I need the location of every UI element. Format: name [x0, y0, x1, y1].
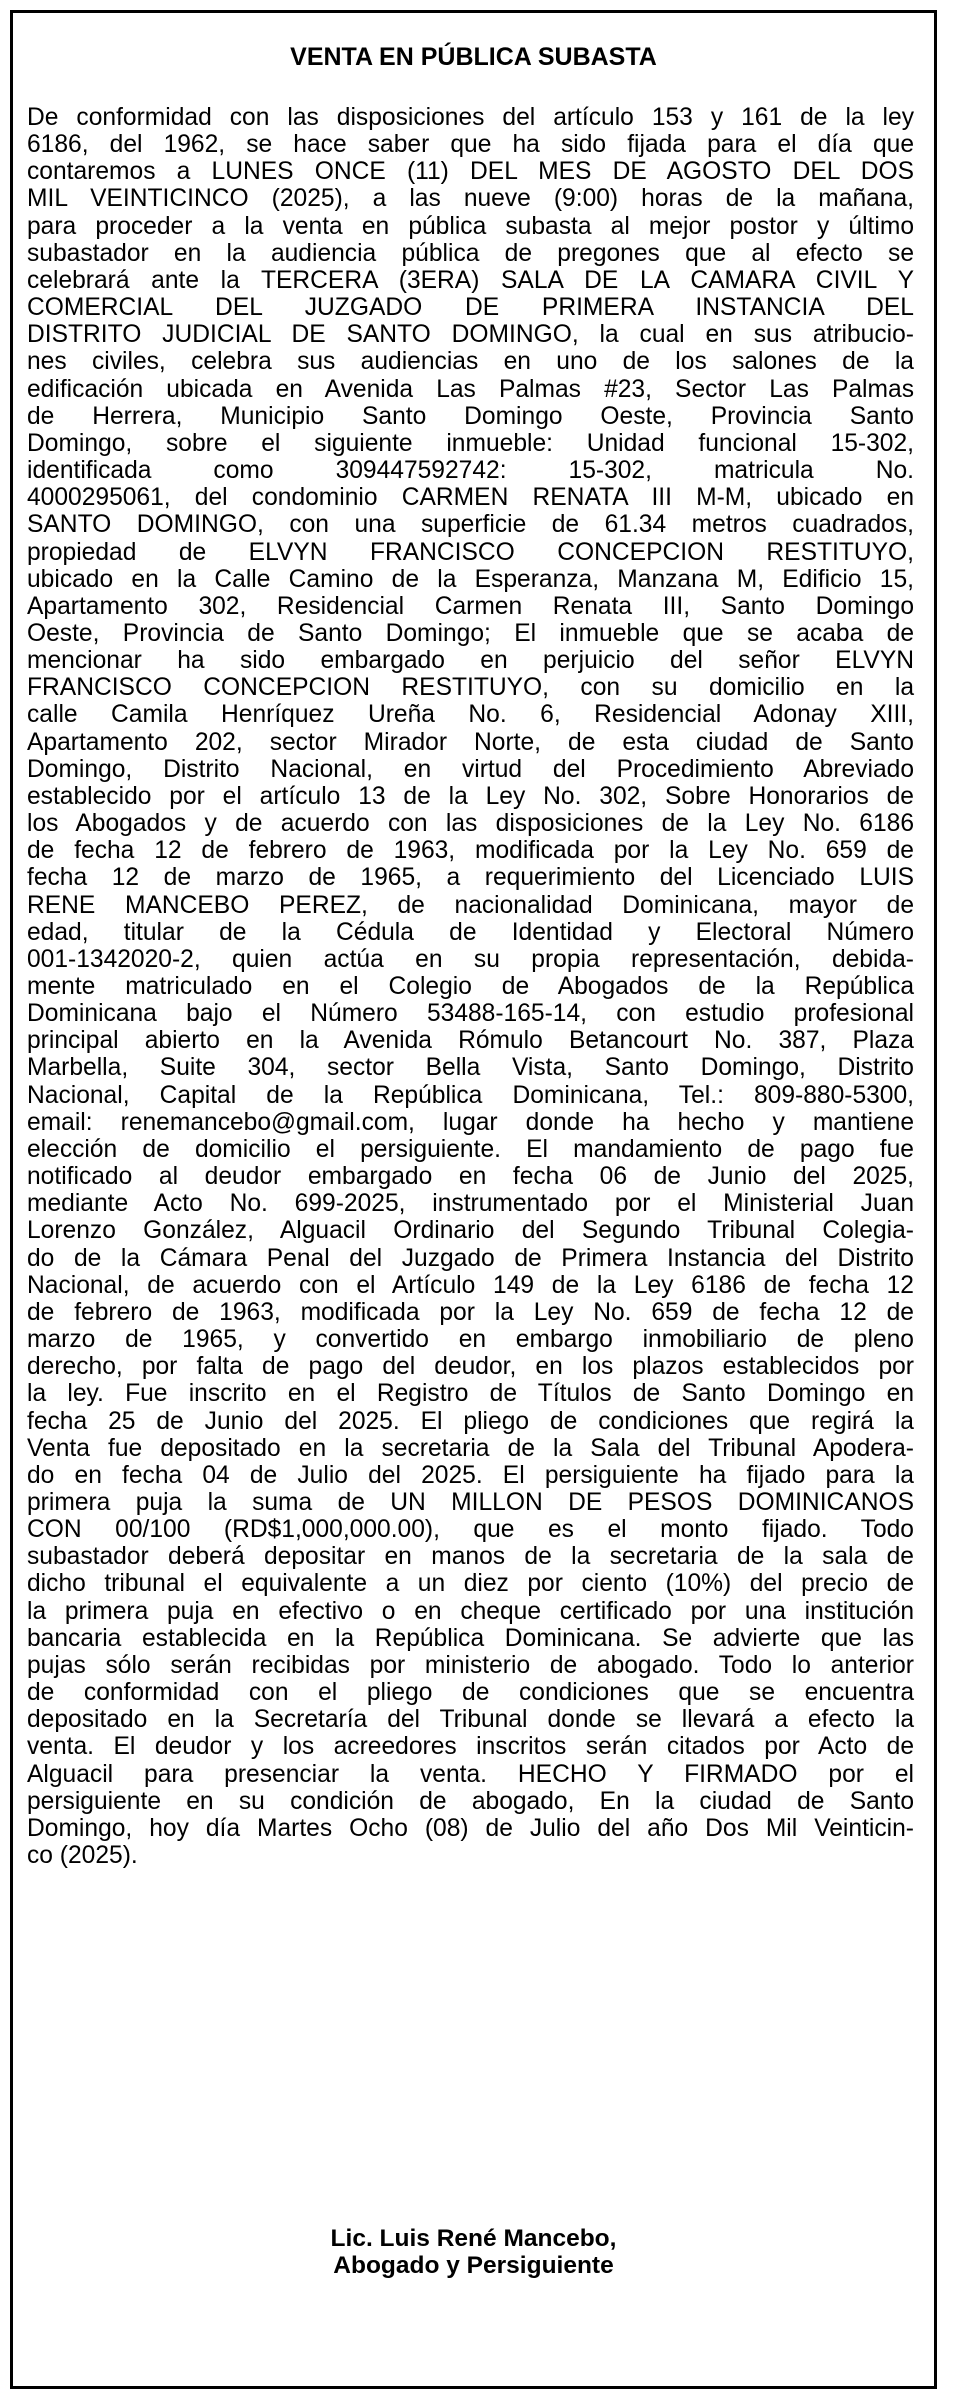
notice-body-line: DISTRITO JUDICIAL DE SANTO DOMINGO, la cual en sus atribucio-	[27, 321, 914, 349]
notice-body-line: Domingo, Distrito Nacional, en virtud del Procedimiento Abreviado	[27, 755, 914, 783]
notice-title: VENTA EN PÚBLICA SUBASTA	[290, 43, 657, 71]
notice-body-line: subastador en la audiencia pública de pregones que al efecto se	[27, 239, 914, 267]
notice-body-line: de febrero de 1963, modificada por la Ley No. 659 de fecha 12 de	[27, 1298, 914, 1326]
notice-body-line: marzo de 1965, y convertido en embargo inmobiliario de pleno	[27, 1326, 914, 1354]
signature-name: Lic. Luis René Mancebo,	[330, 2225, 617, 2252]
notice-body-line: para proceder a la venta en pública subasta al mejor postor y último	[27, 212, 914, 240]
signature-block	[13, 2225, 934, 2279]
notice-body-line: principal abierto en la Avenida Rómulo Betancourt No. 387, Plaza	[27, 1027, 914, 1055]
notice-body-line: Nacional, de acuerdo con el Artículo 149 de la Ley 6186 de fecha 12	[27, 1271, 914, 1299]
notice-body-line: dicho tribunal el equivalente a un diez por ciento (10%) del precio de	[27, 1570, 914, 1598]
notice-body-line: Apartamento 302, Residencial Carmen Renata III, Santo Domingo	[27, 592, 914, 620]
notice-body-line: MIL VEINTICINCO (2025), a las nueve (9:00) horas de la mañana,	[27, 185, 914, 213]
notice-body-line: Lorenzo González, Alguacil Ordinario del Segundo Tribunal Colegia-	[27, 1217, 914, 1245]
notice-body-line: COMERCIAL DEL JUZGADO DE PRIMERA INSTANCIA DEL	[27, 294, 914, 322]
notice-body-line: Domingo, sobre el siguiente inmueble: Unidad funcional 15-302,	[27, 429, 914, 457]
notice-body-line: de fecha 12 de febrero de 1963, modificada por la Ley No. 659 de	[27, 837, 914, 865]
notice-body-line: mencionar ha sido embargado en perjuicio del señor ELVYN	[27, 647, 914, 675]
notice-body	[27, 104, 914, 1869]
notice-body-line: 4000295061, del condominio CARMEN RENATA III M-M, ubicado en	[27, 484, 914, 512]
notice-body-line: mediante Acto No. 699-2025, instrumentado por el Ministerial Juan	[27, 1190, 914, 1218]
legal-notice-frame	[10, 10, 937, 2389]
notice-body-line: calle Camila Henríquez Ureña No. 6, Residencial Adonay XIII,	[27, 701, 914, 729]
notice-body-line: depositado en la Secretaría del Tribunal donde se llevará a efecto la	[27, 1706, 914, 1734]
notice-body-line: nes civiles, celebra sus audiencias en uno de los salones de la	[27, 348, 914, 376]
notice-body-line: mente matriculado en el Colegio de Abogados de la República	[27, 973, 914, 1000]
notice-body-line: 6186, del 1962, se hace saber que ha sido fijada para el día que	[27, 131, 914, 159]
notice-body-line: persiguiente en su condición de abogado, En la ciudad de Santo	[27, 1787, 914, 1815]
signature-role: Abogado y Persiguiente	[333, 2252, 614, 2279]
notice-body-line: Venta fue depositado en la secretaria de la Sala del Tribunal Apodera-	[27, 1434, 914, 1462]
notice-body-line: venta. El deudor y los acreedores inscritos serán citados por Acto de	[27, 1733, 914, 1761]
notice-body-line: SANTO DOMINGO, con una superficie de 61.34 metros cuadrados,	[27, 511, 914, 539]
notice-body-line: de conformidad con el pliego de condiciones que se encuentra	[27, 1679, 914, 1707]
notice-body-line: pujas sólo serán recibidas por ministerio de abogado. Todo lo anterior	[27, 1651, 914, 1679]
notice-body-line: Oeste, Provincia de Santo Domingo; El inmueble que se acaba de	[27, 619, 914, 647]
notice-body-line: edificación ubicada en Avenida Las Palmas #23, Sector Las Palmas	[27, 375, 914, 403]
notice-body-line: subastador deberá depositar en manos de la secretaria de la sala de	[27, 1543, 914, 1571]
notice-body-line: notificado al deudor embargado en fecha 06 de Junio del 2025,	[27, 1163, 914, 1191]
notice-body-line: Dominicana bajo el Número 53488-165-14, con estudio profesional	[27, 1000, 914, 1028]
notice-body-line: la primera puja en efectivo o en cheque certificado por una institución	[27, 1597, 914, 1625]
notice-body-line: establecido por el artículo 13 de la Ley No. 302, Sobre Honorarios de	[27, 782, 914, 810]
notice-body-line: derecho, por falta de pago del deudor, en los plazos establecidos por	[27, 1353, 914, 1381]
notice-body-line: celebrará ante la TERCERA (3ERA) SALA DE LA CAMARA CIVIL Y	[27, 266, 914, 294]
notice-body-line: do de la Cámara Penal del Juzgado de Primera Instancia del Distrito	[27, 1244, 914, 1272]
notice-body-line: Alguacil para presenciar la venta. HECHO Y FIRMADO por el	[27, 1760, 914, 1788]
notice-body-line: los Abogados y de acuerdo con las disposiciones de la Ley No. 6186	[27, 810, 914, 838]
notice-body-line: fecha 25 de Junio del 2025. El pliego de condiciones que regirá la	[27, 1407, 914, 1435]
notice-body-line: elección de domicilio el persiguiente. El mandamiento de pago fue	[27, 1135, 914, 1163]
notice-body-line: Domingo, hoy día Martes Ocho (08) de Julio del año Dos Mil Veinticin-	[27, 1814, 914, 1842]
notice-body-line: RENE MANCEBO PEREZ, de nacionalidad Dominicana, mayor de	[27, 891, 914, 919]
notice-body-line: Nacional, Capital de la República Dominicana, Tel.: 809-880-5300,	[27, 1081, 914, 1109]
notice-body-line: co (2025).	[27, 1842, 138, 1869]
notice-body-line: fecha 12 de marzo de 1965, a requerimiento del Licenciado LUIS	[27, 864, 914, 892]
notice-body-line: 001-1342020-2, quien actúa en su propia representación, debida-	[27, 945, 914, 973]
notice-body-line: email: renemancebo@gmail.com, lugar donde ha hecho y mantiene	[27, 1108, 914, 1136]
notice-body-line: primera puja la suma de UN MILLON DE PESOS DOMINICANOS	[27, 1488, 914, 1516]
notice-body-line: edad, titular de la Cédula de Identidad y Electoral Número	[27, 918, 914, 946]
notice-body-line: bancaria establecida en la República Dominicana. Se advierte que las	[27, 1624, 914, 1652]
notice-body-line: propiedad de ELVYN FRANCISCO CONCEPCION RESTITUYO,	[27, 538, 914, 566]
notice-body-line: FRANCISCO CONCEPCION RESTITUYO, con su domicilio en la	[27, 674, 914, 702]
notice-body-line: contaremos a LUNES ONCE (11) DEL MES DE AGOSTO DEL DOS	[27, 158, 914, 186]
notice-body-line: identificada como 309447592742: 15-302, matricula No.	[27, 457, 914, 485]
notice-body-line: CON 00/100 (RD$1,000,000.00), que es el monto fijado. Todo	[27, 1516, 914, 1544]
notice-body-line: Apartamento 202, sector Mirador Norte, de esta ciudad de Santo	[27, 728, 914, 756]
notice-body-line: De conformidad con las disposiciones del artículo 153 y 161 de la ley	[27, 104, 914, 131]
notice-body-line: ubicado en la Calle Camino de la Esperanza, Manzana M, Edificio 15,	[27, 565, 914, 593]
notice-body-line: Marbella, Suite 304, sector Bella Vista, Santo Domingo, Distrito	[27, 1054, 914, 1082]
notice-body-line: do en fecha 04 de Julio del 2025. El persiguiente ha fijado para la	[27, 1461, 914, 1489]
notice-body-line: la ley. Fue inscrito en el Registro de Títulos de Santo Domingo en	[27, 1380, 914, 1408]
notice-body-line: de Herrera, Municipio Santo Domingo Oeste, Provincia Santo	[27, 402, 914, 430]
